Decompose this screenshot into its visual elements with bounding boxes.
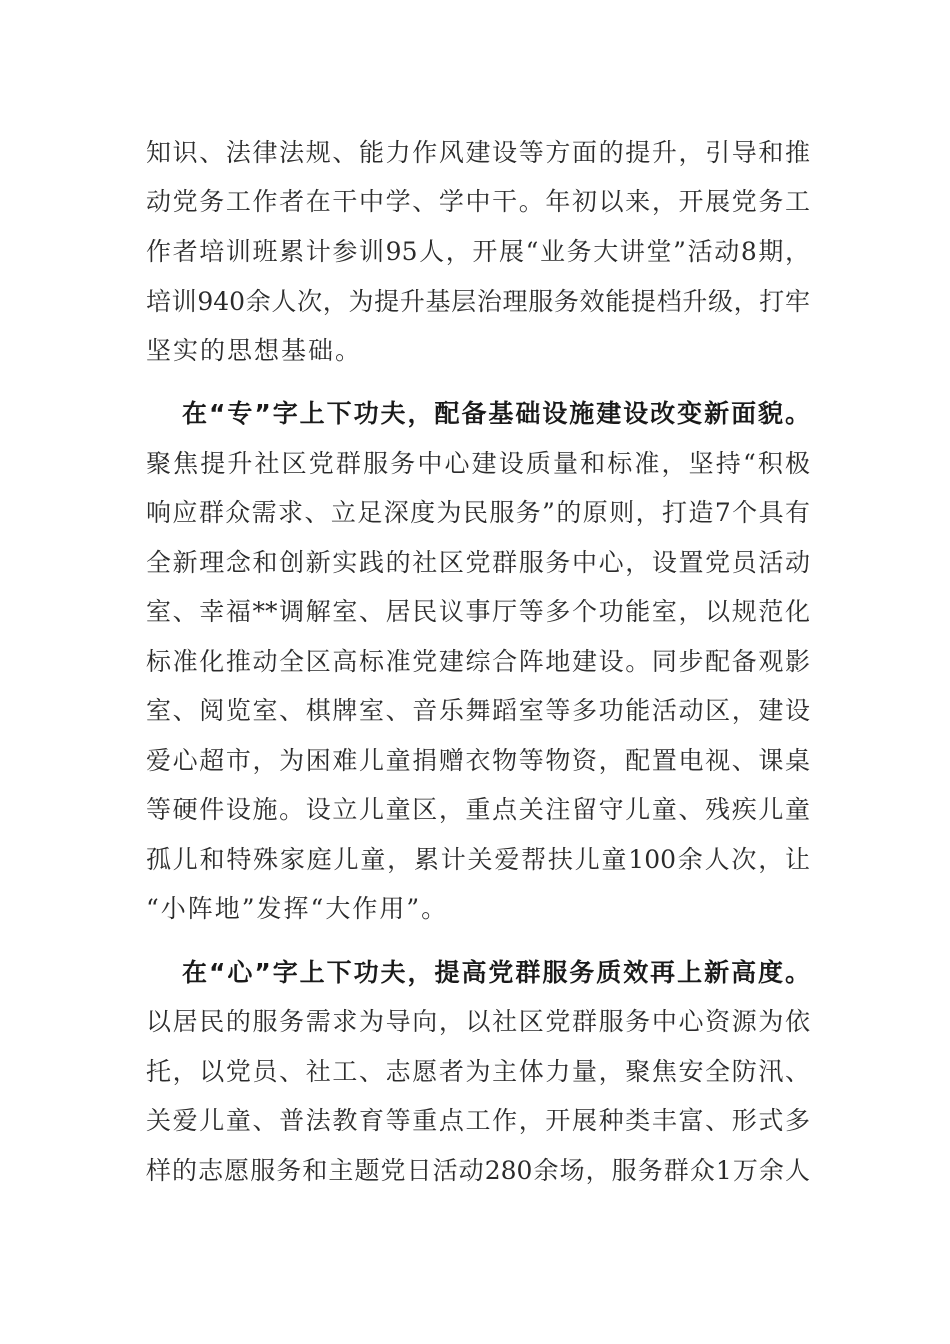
paragraph-2-line-8: 等硬件设施。设立儿童区，重点关注留守儿童、残疾儿童 (146, 795, 810, 824)
paragraph-1-line-3: 作者培训班累计参训95人，开展“业务大讲堂”活动8期， (146, 237, 810, 266)
paragraph-2-line-5: 标准化推动全区高标准党建综合阵地建设。同步配备观影 (146, 647, 810, 676)
paragraph-2-line-9: 孤儿和特殊家庭儿童，累计关爱帮扶儿童100余人次，让 (146, 845, 810, 874)
paragraph-2-line-1: 聚焦提升社区党群服务中心建设质量和标准，坚持“积极 (146, 449, 810, 478)
paragraph-2-line-6: 室、阅览室、棋牌室、音乐舞蹈室等多功能活动区，建设 (146, 696, 810, 725)
paragraph-1-line-5: 坚实的思想基础。 (146, 336, 363, 365)
paragraph-2-line-4: 室、幸福**调解室、居民议事厅等多个功能室，以规范化 (146, 597, 810, 626)
paragraph-3-line-4: 样的志愿服务和主题党日活动280余场，服务群众1万余人 (146, 1156, 810, 1185)
paragraph-3-line-1: 以居民的服务需求为导向，以社区党群服务中心资源为依 (146, 1007, 810, 1036)
paragraph-3-line-3: 关爱儿童、普法教育等重点工作，开展种类丰富、形式多 (146, 1106, 810, 1135)
paragraph-2-heading: 在“专”字上下功夫，配备基础设施建设改变新面貌。 (182, 399, 810, 428)
paragraph-3-line-2: 托，以党员、社工、志愿者为主体力量，聚焦安全防汛、 (146, 1057, 810, 1086)
paragraph-1-line-1: 知识、法律法规、能力作风建设等方面的提升，引导和推 (146, 138, 810, 167)
paragraph-3-heading: 在“心”字上下功夫，提高党群服务质效再上新高度。 (182, 958, 810, 987)
paragraph-2-line-2: 响应群众需求、立足深度为民服务”的原则，打造7个具有 (146, 498, 810, 527)
paragraph-2-line-10: “小阵地”发挥“大作用”。 (146, 894, 449, 923)
paragraph-1-line-2: 动党务工作者在干中学、学中干。年初以来，开展党务工 (146, 187, 810, 216)
paragraph-1-line-4: 培训940余人次，为提升基层治理服务效能提档升级，打牢 (146, 287, 810, 316)
paragraph-2-line-7: 爱心超市，为困难儿童捐赠衣物等物资，配置电视、课桌 (146, 746, 810, 775)
paragraph-2-line-3: 全新理念和创新实践的社区党群服务中心，设置党员活动 (146, 548, 810, 577)
